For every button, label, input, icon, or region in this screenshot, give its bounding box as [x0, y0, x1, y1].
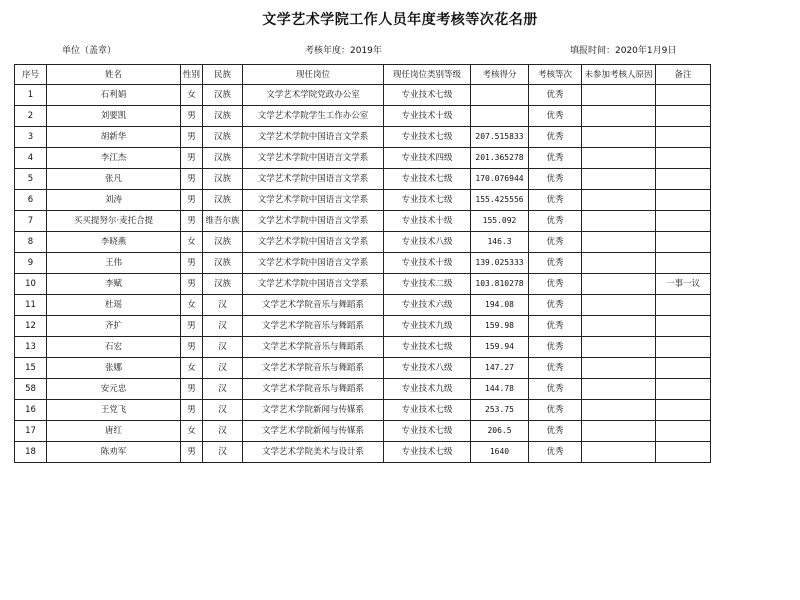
cell-absence-reason [582, 190, 656, 211]
cell-gender: 男 [181, 106, 203, 127]
cell-absence-reason [582, 400, 656, 421]
cell-seq: 10 [15, 274, 47, 295]
roster-body [15, 85, 711, 463]
cell-remarks [656, 295, 711, 316]
cell-seq: 9 [15, 253, 47, 274]
cell-gender: 男 [181, 211, 203, 232]
cell-position: 文学艺术学院新闻与传媒系 [243, 400, 384, 421]
header-rating: 考核等次 [529, 65, 582, 85]
cell-name: 张凡 [47, 169, 181, 190]
cell-score [471, 85, 529, 106]
header-gender: 性别 [181, 65, 203, 85]
cell-rating: 优秀 [529, 337, 582, 358]
cell-rating: 优秀 [529, 274, 582, 295]
cell-gender: 男 [181, 190, 203, 211]
cell-gender: 男 [181, 379, 203, 400]
header-seq: 序号 [15, 65, 47, 85]
cell-ethnicity: 汉族 [203, 190, 243, 211]
cell-position-grade: 专业技术八级 [384, 232, 471, 253]
cell-rating: 优秀 [529, 148, 582, 169]
cell-score: 159.98 [471, 316, 529, 337]
cell-score: 207.515833 [471, 127, 529, 148]
cell-ethnicity: 汉 [203, 316, 243, 337]
cell-position: 文学艺术学院中国语言文学系 [243, 274, 384, 295]
cell-score: 206.5 [471, 421, 529, 442]
cell-position-grade: 专业技术七级 [384, 442, 471, 463]
table-header-row [15, 65, 711, 85]
cell-ethnicity: 汉 [203, 442, 243, 463]
cell-remarks [656, 211, 711, 232]
table-row [15, 148, 711, 169]
cell-score [471, 106, 529, 127]
cell-position-grade: 专业技术二级 [384, 274, 471, 295]
cell-score: 144.78 [471, 379, 529, 400]
cell-seq: 58 [15, 379, 47, 400]
cell-remarks [656, 253, 711, 274]
cell-rating: 优秀 [529, 211, 582, 232]
cell-position-grade: 专业技术八级 [384, 358, 471, 379]
cell-position: 文学艺术学院音乐与舞蹈系 [243, 316, 384, 337]
cell-score: 194.08 [471, 295, 529, 316]
cell-seq: 12 [15, 316, 47, 337]
cell-score: 146.3 [471, 232, 529, 253]
cell-name: 李江杰 [47, 148, 181, 169]
cell-position: 文学艺术学院中国语言文学系 [243, 169, 384, 190]
cell-score: 201.365278 [471, 148, 529, 169]
cell-gender: 男 [181, 400, 203, 421]
cell-position: 文学艺术学院中国语言文学系 [243, 127, 384, 148]
cell-gender: 男 [181, 127, 203, 148]
header-absence-reason: 未参加考核人原因 [582, 65, 656, 85]
cell-absence-reason [582, 295, 656, 316]
header-position-grade: 现任岗位类别等级 [384, 65, 471, 85]
cell-score: 253.75 [471, 400, 529, 421]
header-ethnicity: 民族 [203, 65, 243, 85]
cell-seq: 2 [15, 106, 47, 127]
cell-rating: 优秀 [529, 316, 582, 337]
cell-position: 文学艺术学院中国语言文学系 [243, 211, 384, 232]
cell-ethnicity: 汉族 [203, 253, 243, 274]
fill-date-label: 填报时间：2020年1月9日 [570, 46, 677, 56]
cell-name: 杜瑶 [47, 295, 181, 316]
cell-remarks [656, 85, 711, 106]
header-score: 考核得分 [471, 65, 529, 85]
cell-absence-reason [582, 85, 656, 106]
cell-score: 155.425556 [471, 190, 529, 211]
cell-remarks [656, 127, 711, 148]
cell-position: 文学艺术学院美术与设计系 [243, 442, 384, 463]
cell-position-grade: 专业技术七级 [384, 127, 471, 148]
table-row [15, 316, 711, 337]
table-row [15, 379, 711, 400]
cell-gender: 男 [181, 253, 203, 274]
cell-score: 1640 [471, 442, 529, 463]
cell-seq: 1 [15, 85, 47, 106]
cell-seq: 11 [15, 295, 47, 316]
cell-position-grade: 专业技术七级 [384, 400, 471, 421]
header-name: 姓名 [47, 65, 181, 85]
cell-rating: 优秀 [529, 295, 582, 316]
table-row [15, 190, 711, 211]
table-row [15, 127, 711, 148]
cell-name: 买买提努尔·麦托合提 [47, 211, 181, 232]
table-row [15, 253, 711, 274]
cell-ethnicity: 汉 [203, 400, 243, 421]
cell-position: 文学艺术学院新闻与传媒系 [243, 421, 384, 442]
cell-name: 王党飞 [47, 400, 181, 421]
cell-rating: 优秀 [529, 169, 582, 190]
cell-seq: 7 [15, 211, 47, 232]
cell-ethnicity: 汉 [203, 337, 243, 358]
cell-ethnicity: 汉族 [203, 148, 243, 169]
cell-gender: 女 [181, 295, 203, 316]
cell-score: 139.025333 [471, 253, 529, 274]
cell-position: 文学艺术学院音乐与舞蹈系 [243, 295, 384, 316]
cell-seq: 3 [15, 127, 47, 148]
cell-absence-reason [582, 358, 656, 379]
cell-seq: 17 [15, 421, 47, 442]
table-row [15, 106, 711, 127]
cell-remarks [656, 442, 711, 463]
cell-position: 文学艺术学院中国语言文学系 [243, 232, 384, 253]
cell-absence-reason [582, 274, 656, 295]
cell-position-grade: 专业技术七级 [384, 337, 471, 358]
cell-name: 齐扩 [47, 316, 181, 337]
cell-score: 155.092 [471, 211, 529, 232]
cell-seq: 6 [15, 190, 47, 211]
cell-remarks [656, 232, 711, 253]
cell-ethnicity: 汉族 [203, 169, 243, 190]
cell-absence-reason [582, 253, 656, 274]
cell-gender: 男 [181, 148, 203, 169]
cell-score: 103.810278 [471, 274, 529, 295]
table-row [15, 211, 711, 232]
cell-gender: 男 [181, 274, 203, 295]
cell-rating: 优秀 [529, 190, 582, 211]
cell-seq: 5 [15, 169, 47, 190]
cell-rating: 优秀 [529, 253, 582, 274]
cell-ethnicity: 汉族 [203, 274, 243, 295]
cell-position: 文学艺术学院党政办公室 [243, 85, 384, 106]
cell-position-grade: 专业技术七级 [384, 421, 471, 442]
table-row [15, 169, 711, 190]
header-remarks: 备注 [656, 65, 711, 85]
cell-ethnicity: 汉族 [203, 106, 243, 127]
cell-rating: 优秀 [529, 421, 582, 442]
document-title: 文学艺术学院工作人员年度考核等次花名册 [262, 12, 538, 28]
cell-position-grade: 专业技术九级 [384, 379, 471, 400]
cell-remarks [656, 169, 711, 190]
cell-absence-reason [582, 127, 656, 148]
cell-remarks [656, 421, 711, 442]
table-row [15, 358, 711, 379]
cell-rating: 优秀 [529, 442, 582, 463]
cell-position: 文学艺术学院学生工作办公室 [243, 106, 384, 127]
cell-absence-reason [582, 421, 656, 442]
cell-position-grade: 专业技术十级 [384, 253, 471, 274]
assessment-year-label: 考核年度：2019年 [305, 46, 382, 56]
cell-gender: 女 [181, 358, 203, 379]
cell-position-grade: 专业技术六级 [384, 295, 471, 316]
cell-position-grade: 专业技术七级 [384, 190, 471, 211]
cell-position-grade: 专业技术九级 [384, 316, 471, 337]
cell-absence-reason [582, 106, 656, 127]
cell-seq: 13 [15, 337, 47, 358]
cell-ethnicity: 汉 [203, 358, 243, 379]
cell-position-grade: 专业技术七级 [384, 85, 471, 106]
table-row [15, 274, 711, 295]
cell-name: 刘涛 [47, 190, 181, 211]
cell-name: 胡新华 [47, 127, 181, 148]
header-position: 现任岗位 [243, 65, 384, 85]
cell-absence-reason [582, 211, 656, 232]
cell-name: 石宏 [47, 337, 181, 358]
cell-seq: 16 [15, 400, 47, 421]
table-row [15, 400, 711, 421]
cell-remarks [656, 148, 711, 169]
cell-remarks [656, 337, 711, 358]
table-row [15, 337, 711, 358]
cell-absence-reason [582, 232, 656, 253]
cell-seq: 4 [15, 148, 47, 169]
cell-score: 159.94 [471, 337, 529, 358]
cell-ethnicity: 汉族 [203, 232, 243, 253]
cell-gender: 男 [181, 316, 203, 337]
cell-name: 李晓燕 [47, 232, 181, 253]
cell-absence-reason [582, 169, 656, 190]
cell-position: 文学艺术学院中国语言文学系 [243, 253, 384, 274]
table-row [15, 442, 711, 463]
table-row [15, 85, 711, 106]
cell-score: 147.27 [471, 358, 529, 379]
cell-remarks: 一事一议 [656, 274, 711, 295]
cell-seq: 15 [15, 358, 47, 379]
cell-remarks [656, 106, 711, 127]
cell-score: 170.076944 [471, 169, 529, 190]
cell-seq: 8 [15, 232, 47, 253]
cell-position: 文学艺术学院中国语言文学系 [243, 148, 384, 169]
cell-rating: 优秀 [529, 106, 582, 127]
cell-rating: 优秀 [529, 358, 582, 379]
cell-position-grade: 专业技术四级 [384, 148, 471, 169]
cell-rating: 优秀 [529, 232, 582, 253]
cell-gender: 男 [181, 337, 203, 358]
cell-rating: 优秀 [529, 127, 582, 148]
cell-ethnicity: 汉族 [203, 127, 243, 148]
cell-name: 张娜 [47, 358, 181, 379]
cell-position-grade: 专业技术十级 [384, 106, 471, 127]
cell-rating: 优秀 [529, 85, 582, 106]
cell-rating: 优秀 [529, 379, 582, 400]
cell-gender: 男 [181, 442, 203, 463]
cell-remarks [656, 190, 711, 211]
cell-name: 唐红 [47, 421, 181, 442]
unit-label: 单位（盖章） [62, 46, 117, 56]
cell-gender: 女 [181, 421, 203, 442]
cell-ethnicity: 维吾尔族 [203, 211, 243, 232]
cell-ethnicity: 汉 [203, 421, 243, 442]
cell-absence-reason [582, 337, 656, 358]
cell-position: 文学艺术学院音乐与舞蹈系 [243, 379, 384, 400]
cell-seq: 18 [15, 442, 47, 463]
table-row [15, 295, 711, 316]
cell-absence-reason [582, 316, 656, 337]
cell-position: 文学艺术学院音乐与舞蹈系 [243, 337, 384, 358]
cell-ethnicity: 汉 [203, 379, 243, 400]
cell-remarks [656, 358, 711, 379]
cell-gender: 女 [181, 232, 203, 253]
cell-gender: 女 [181, 85, 203, 106]
cell-absence-reason [582, 148, 656, 169]
cell-position-grade: 专业技术七级 [384, 169, 471, 190]
cell-name: 刘要凯 [47, 106, 181, 127]
roster-table [14, 64, 711, 463]
cell-rating: 优秀 [529, 400, 582, 421]
table-row [15, 421, 711, 442]
cell-position: 文学艺术学院音乐与舞蹈系 [243, 358, 384, 379]
cell-remarks [656, 316, 711, 337]
cell-ethnicity: 汉族 [203, 85, 243, 106]
cell-position: 文学艺术学院中国语言文学系 [243, 190, 384, 211]
cell-name: 李赋 [47, 274, 181, 295]
cell-gender: 男 [181, 169, 203, 190]
table-row [15, 232, 711, 253]
cell-absence-reason [582, 442, 656, 463]
cell-name: 王伟 [47, 253, 181, 274]
cell-ethnicity: 汉 [203, 295, 243, 316]
cell-name: 石利娟 [47, 85, 181, 106]
cell-remarks [656, 400, 711, 421]
cell-position-grade: 专业技术十级 [384, 211, 471, 232]
cell-name: 陈劝军 [47, 442, 181, 463]
cell-name: 安元忠 [47, 379, 181, 400]
cell-remarks [656, 379, 711, 400]
cell-absence-reason [582, 379, 656, 400]
